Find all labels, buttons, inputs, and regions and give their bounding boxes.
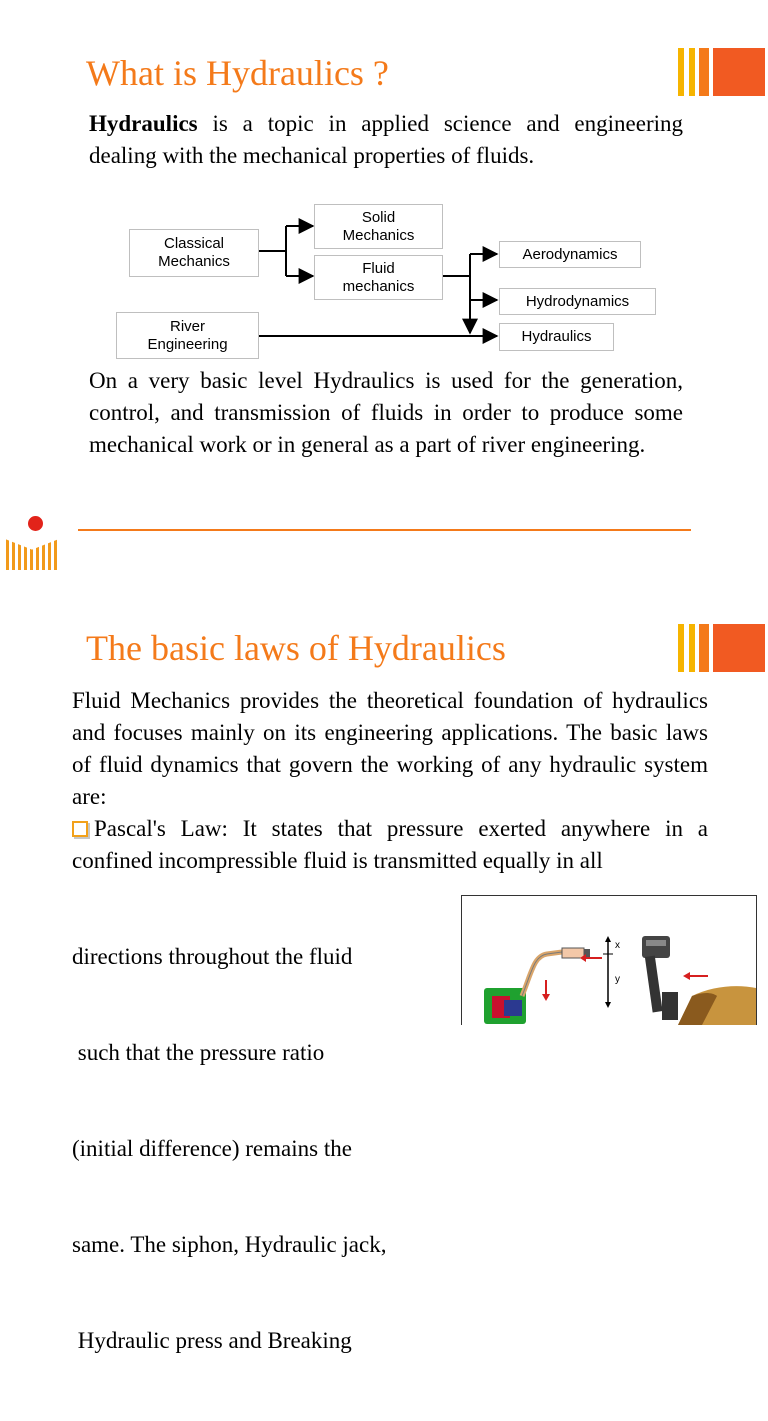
pascals-law-text: Pascal's Law: It states that pressure exerted anywhere in a confined incompressible fluid is transmitted equally in all [72, 816, 708, 873]
hydraulics-usage-text: On a very basic level Hydraulics is used for the generation, control, and transmission of fluids in order to produce some mechanical work or in general as a part of river engineering. [89, 368, 683, 457]
brake-pedal-figure [461, 895, 757, 1025]
slide-divider [78, 529, 691, 531]
dimension-y-label: y [615, 974, 620, 985]
definition-term: Hydraulics [89, 111, 198, 136]
title-decoration-2 [678, 624, 765, 672]
slide-1-title: What is Hydraulics ? [86, 53, 389, 93]
box-classical-mechanics: Classical Mechanics [129, 229, 259, 277]
pascals-law-bullet [72, 813, 708, 877]
definition-text: is a topic in applied science and engineering dealing with the mechanical properties of fluids. [89, 111, 683, 168]
pascals-law-continued: directions throughout the fluid such that the pressure ratio (initial difference) remains the same. The siphon, Hydraulic jack, Hydraulic press and Breaking [72, 944, 387, 1353]
box-river-engineering: River Engineering [116, 312, 259, 359]
hydraulic-brake-illustration [462, 896, 756, 1025]
box-hydrodynamics: Hydrodynamics [499, 288, 656, 315]
slide-2-title: The basic laws of Hydraulics [86, 628, 506, 668]
fluid-mechanics-intro: Fluid Mechanics provides the theoretical foundation of hydraulics and focuses mainly on its engineering applications. The basic laws of fluid dynamics that govern the working of any hydraulic system are: [72, 688, 708, 809]
box-aerodynamics: Aerodynamics [499, 241, 641, 268]
box-solid-mechanics: Solid Mechanics [314, 204, 443, 249]
box-hydraulics: Hydraulics [499, 323, 614, 351]
logo [4, 516, 60, 574]
checkbox-bullet-icon [72, 821, 88, 837]
dimension-x-label: x [615, 940, 620, 951]
box-fluid-mechanics: Fluid mechanics [314, 255, 443, 300]
